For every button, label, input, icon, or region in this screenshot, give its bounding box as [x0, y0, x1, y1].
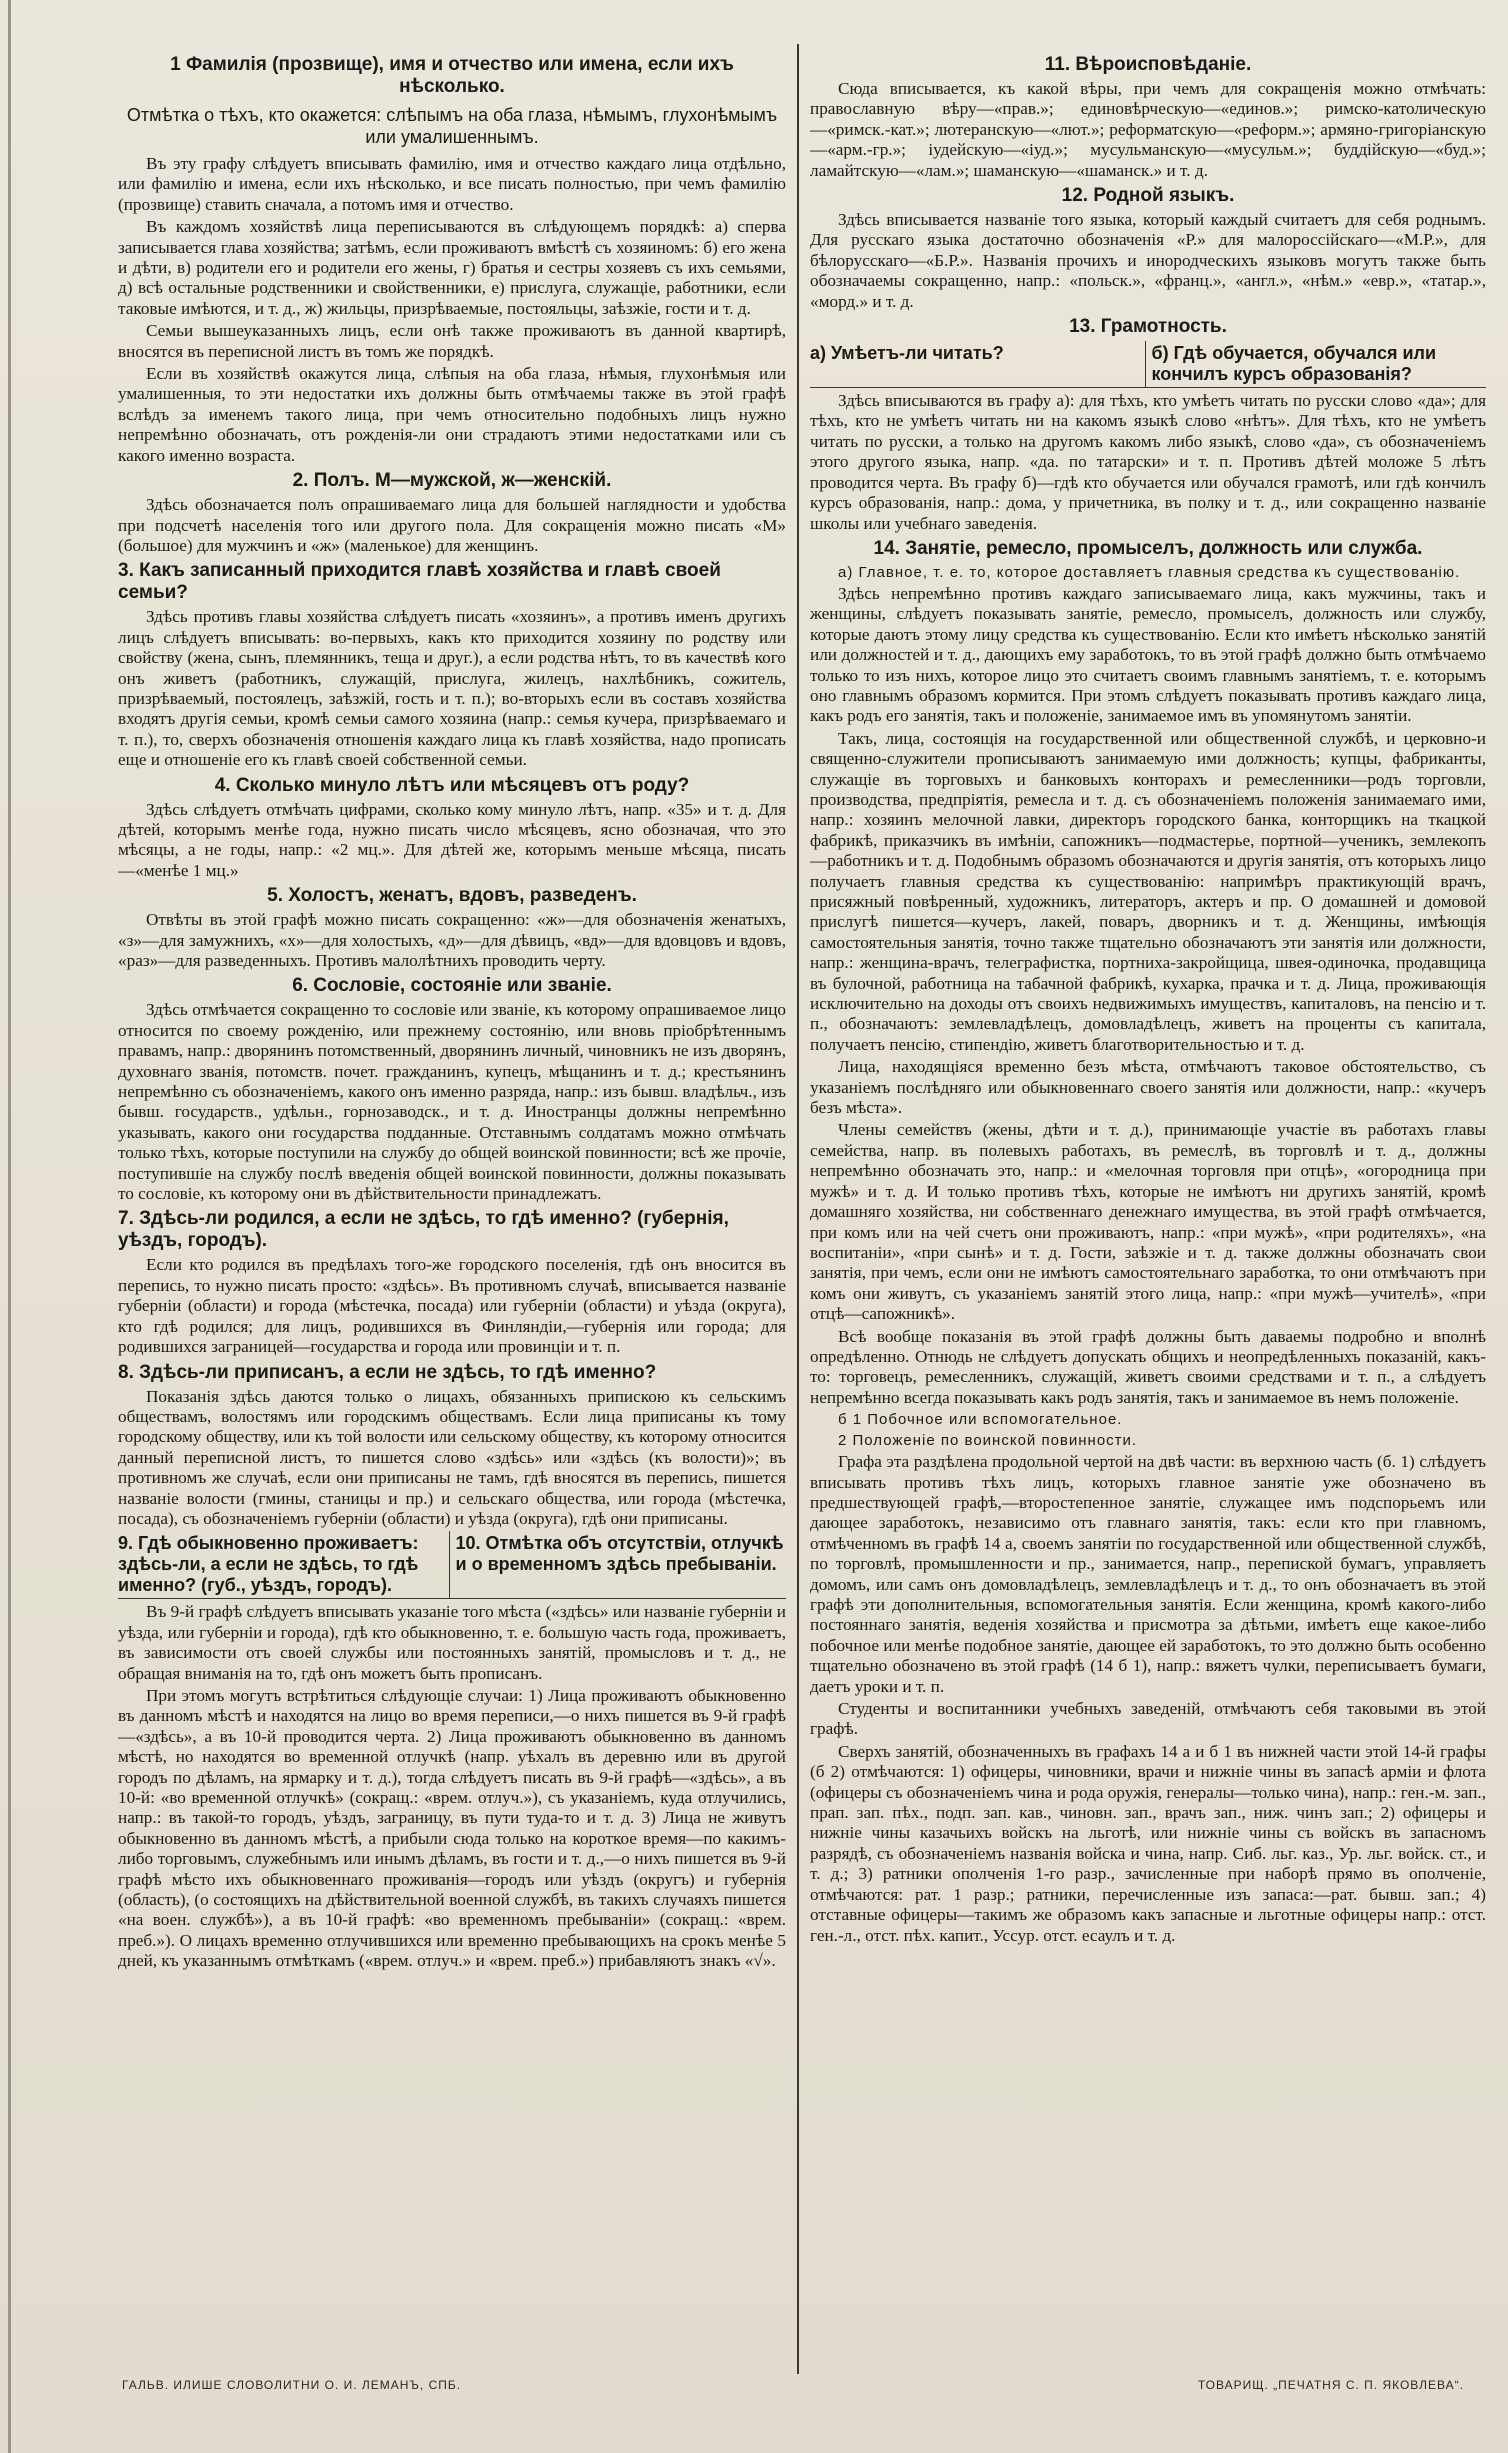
section-1-subtitle: Отмѣтка о тѣхъ, кто окажется: слѣпымъ на оба глаза, нѣмымъ, глухонѣмымъ или умалишеннымъ. [126, 105, 778, 147]
section-4-paragraph: Здѣсь слѣдуетъ отмѣчать цифрами, сколько кому минуло лѣтъ, напр. «35» и т. д. Для дѣтей, которымъ менѣе года, нужно писать число мѣсяцевъ, ясно обозначая, что это мѣсяцы, а не годы, напр.: «2 мц.». Для дѣтей же, которымъ меньше мѣсяца, писать—«менѣе 1 мц.» [118, 799, 786, 880]
section-1-paragraph: Если въ хозяйствѣ окажутся лица, слѣпыя на оба глаза, нѣмыя, глухонѣмыя или умалишенныя, то эти недостатки ихъ должны быть отмѣчаемы также въ этой графѣ вслѣдъ за именемъ такого лица, при чемъ относительно подобныхъ лицъ нужно непремѣнно обозначать, отъ рожденія-ли они страдаютъ этими недостатками или съ какого именно возраста. [118, 364, 786, 465]
section-7-title: 7. Здѣсь-ли родился, а если не здѣсь, то гдѣ именно? (губернія, уѣздъ, городъ). [118, 1208, 729, 1252]
section-7-paragraph: Если кто родился въ предѣлахъ того-же городского поселенія, гдѣ онъ вносится въ перепись, то нужно писать просто: «здѣсь». Въ противномъ случаѣ, вписывается названіе губерніи (области) и города (мѣстечка, посада) или губерніи (области) и уѣзда (округа), кто гдѣ родился; для лицъ, родившихся въ Финляндіи,—губернія или города; для родившихся заграницей—государства и города или провинціи и т. п. [118, 1255, 786, 1357]
section-3-paragraph: Здѣсь противъ главы хозяйства слѣдуетъ писать «хозяинъ», а противъ именъ другихъ лицъ слѣдуетъ вписывать: во-первыхъ, какъ кто приходится хозяину по родству или свойству (жена, сынъ, племянникъ, теща и друг.), а если родства нѣтъ, то въ качествѣ кого онъ живетъ (работникъ, служащій, прислуга, жилецъ, нахлѣбникъ, сожитель, призрѣваемый, постоялецъ, заѣзжій, гость и т. п.); во-вторыхъ если въ составъ хозяйства входятъ другія семьи, кромѣ семьи самого хозяина (напр.: семья кучера, призрѣваемаго и т. п.), то, сверхъ обозначенія отношенія каждаго лица къ главѣ хозяйства, надо прописать еще и отношеніе его къ главѣ своей собственной семьи. [118, 607, 786, 770]
right-column [810, 50, 1486, 2370]
section-6-paragraph: Здѣсь отмѣчается сокращенно то сословіе или званіе, къ которому опрашиваемое лицо относится по своему рожденію, или прежнему состоянію, или вновь пріобрѣтеннымъ правамъ, напр.: дворянинъ потомственный, дворянинъ личный, чиновникъ не изъ дворянъ, духовнаго званія, потомств. почет. гражданинъ, купецъ, мѣщанинъ и т. д.; крестьянинъ непремѣнно съ обозначеніемъ, какого онъ именно разряда, напр.: изъ бывш. владѣльч., изъ бывш. государств., удѣльн., горнозаводск., и т. д. Иностранцы должны непремѣнно указывать, какого они государства подданные. Отставнымъ солдатамъ можно отмѣчать только тѣхъ, которые поступили на службу до общей воинской повинности; всѣ же прочіе, поступившіе на службу послѣ введенія общей воинской повинности, должны показывать то сословіе, къ которому они въ дѣйствительности принадлежатъ. [118, 1000, 786, 1204]
section-2-title: 2. Полъ. М—мужской, ж—женскій. [292, 470, 612, 492]
section-10-title: 10. Отмѣтка объ отсутствіи, отлучкѣ и о временномъ здѣсь пребываніи. [455, 1533, 784, 1575]
section-8-paragraph: Показанія здѣсь даются только о лицахъ, обязанныхъ припискою къ сельскимъ обществамъ, волостямъ или городскимъ обществамъ. Если лица приписаны къ тому городскому обществу, или къ той волости или сельскому обществу, къ которому относится данный переписной листъ, то пишется слово «здѣсь» или «здѣсь (къ волости)»; въ противномъ же случаѣ, если они приписаны не тамъ, гдѣ вносятся въ перепись, пишется названіе волости (гмины, станицы и пр.) и сельскаго общества, или города (мѣстечка, посада), съ обозначеніемъ губерніи (области) и уѣзда (округа), гдѣ они приписаны. [118, 1386, 786, 1528]
section-14-paragraph: Студенты и воспитанники учебныхъ заведеній, отмѣчаютъ себя таковыми въ этой графѣ. [810, 1699, 1486, 1739]
page-edge [8, 0, 11, 2453]
left-column [118, 50, 786, 2370]
section-9-title: 9. Гдѣ обыкновенно проживаетъ: здѣсь-ли, а если не здѣсь, то гдѣ именно? (губ., уѣздъ, городъ). [118, 1533, 419, 1596]
section-14b1-title: б 1 Побочное или вспомогательное. [838, 1411, 1123, 1429]
section-1-title: 1 Фамилія (прозвище), имя и отчество или имена, если ихъ нѣсколько. [170, 54, 734, 97]
section-9-10-header [118, 1531, 786, 1599]
section-14-paragraph: Всѣ вообще показанія въ этой графѣ должны быть даваемы подробно и вполнѣ опредѣленно. Отнюдь не слѣдуетъ допускать общихъ и неопредѣленныхъ показаній, какъ-то: торговецъ, ремесленникъ, служащій, живетъ своими средствами и т. п., а слѣдуетъ непремѣнно всегда показывать какъ родъ занятія, такъ и занимаемое въ немъ положеніе. [810, 1326, 1486, 1407]
section-9-paragraph: При этомъ могутъ встрѣтиться слѣдующіе случаи: 1) Лица проживаютъ обыкновенно въ данномъ мѣстѣ и находятся на лицо во время переписи,—о нихъ пишется въ 9-й графѣ—«здѣсь», а въ 10-й проводится черта. 2) Лица проживаютъ обыкновенно въ данномъ мѣстѣ, но находятся во временной отлучкѣ (напр. уѣхалъ въ деревню или въ другой городъ по дѣламъ, на ярмарку и т. д.), тогда слѣдуетъ писать въ 9-й графѣ—«здѣсь», а въ 10-й: «во временной отлучкѣ» (сокращ.: «врем. отлуч.»), съ указаніемъ, куда отлучились, напр.: въ такой-то городъ, уѣздъ, заграницу, въ пути туда-то и т. д. 3) Лица не живутъ обыкновенно въ данномъ мѣстѣ, а прибыли сюда только на короткое время—по какимъ-либо торговымъ, служебнымъ или инымъ дѣламъ, въ гости и т. д.,—о нихъ пишется въ 9-й графѣ мѣсто ихъ обыкновеннаго проживанія—городъ или уѣздъ (округъ) и губернія (область), (о состоящихъ на дѣйствительной военной службѣ, въ такихъ случаяхъ пишется «на воен. службѣ»), а въ 10-й графѣ: «во временномъ пребываніи» (сокращ.: «врем. преб.»). О лицахъ временно отлучившихся или временно пребывающихъ на срокъ менѣе 5 дней, къ указаннымъ отмѣткамъ («врем. отлуч.» и «врем. преб.») прибавляютъ знакъ «√». [118, 1685, 786, 1971]
section-5-title: 5. Холостъ, женатъ, вдовъ, разведенъ. [267, 885, 637, 907]
section-8-title: 8. Здѣсь-ли приписанъ, а если не здѣсь, то гдѣ именно? [118, 1361, 657, 1383]
section-12-title: 12. Родной языкъ. [1061, 185, 1235, 207]
section-6-title: 6. Сословіе, состояніе или званіе. [292, 975, 612, 997]
section-14b2-title: 2 Положеніе по воинской повинности. [838, 1432, 1138, 1450]
printer-imprint-left: ГАЛЬВ. ИЛИШЕ СЛОВОЛИТНИ О. И. ЛЕМАНЪ, СПБ. [122, 2378, 462, 2392]
section-14a-title: а) Главное, т. е. то, которое доставляетъ главныя средства къ существованію. [838, 563, 1461, 581]
section-13b-title: б) Гдѣ обучается, обучался или кончилъ курсъ образованія? [1151, 343, 1437, 385]
section-14-paragraph: Лица, находящіяся временно безъ мѣста, отмѣчаютъ таковое обстоятельство, съ указаніемъ послѣдняго или обыкновеннаго своего занятія или должности, напр.: «кучеръ безъ мѣста». [810, 1057, 1486, 1118]
section-1-paragraph: Въ каждомъ хозяйствѣ лица переписываются въ слѣдующемъ порядкѣ: а) сперва записывается глава хозяйства; затѣмъ, если проживаютъ вмѣстѣ съ хозяиномъ: б) его жена и дѣти, в) родители его и родители его жены, г) братья и сестры хозяевъ съ ихъ семьями, д) всѣ остальные родственники и свойственники, е) прислуга, служащіе, работники, если таковые имѣются, и т. д., ж) жильцы, призрѣваемые, постояльцы, заѣзжіе, гости и т. д. [118, 217, 786, 318]
printer-imprint-right: ТОВАРИЩ. „ПЕЧАТНЯ С. П. ЯКОВЛЕВА“. [1197, 2378, 1464, 2392]
section-12-paragraph: Здѣсь вписывается названіе того языка, который каждый считаетъ для себя роднымъ. Для русскаго языка достаточно обозначенія «Р.» для малороссійскаго—«М.Р.», для бѣлорусскаго—«Б.Р.». Названія прочихъ и инородческихъ языковъ могутъ также быть обозначаемы сокращенно, напр.: «польск.», «франц.», «англ.», «нѣм.» «евр.», «татар.», «морд.» и т. д. [810, 210, 1486, 311]
section-14-paragraph: Члены семействъ (жены, дѣти и т. д.), принимающіе участіе въ работахъ главы семейства, напр. въ полевыхъ работахъ, въ ремеслѣ, въ торговлѣ и т. д., должны непремѣнно обозначать это, напр.: и «мелочная торговля при отцѣ», «огородница при мужѣ» и т. д. И только противъ тѣхъ, которые не имѣютъ ни другихъ занятій, кромѣ домашняго хозяйства, ни собственнаго денежнаго имущества, въ этой графѣ отмѣчается, при комъ или на чей счетъ они проживаютъ, напр.: «при мужѣ», «при родителяхъ», «на воспитаніи», «при сынѣ» и т. д. Гости, заѣзжіе и т. д. также должны обозначать свои занятія, при чемъ, если они не имѣютъ самостоятельнаго заработка, то они отмѣчаютъ при комъ они живутъ, съ указаніемъ занятій этого лица, напр.: «при мужѣ—учителѣ», «при отцѣ—сапожникѣ». [810, 1120, 1486, 1324]
section-14-title: 14. Занятіе, ремесло, промыселъ, должность или служба. [873, 537, 1423, 559]
section-5-paragraph: Отвѣты въ этой графѣ можно писать сокращенно: «ж»—для обозначенія женатыхъ, «з»—для замужнихъ, «х»—для холостыхъ, «д»—для дѣвицъ, «вд»—для вдовцовъ и вдовъ, «раз»—для разведенныхъ. Противъ малолѣтнихъ проводить черту. [118, 910, 786, 970]
section-13-title: 13. Грамотность. [1069, 316, 1227, 338]
section-13-header [810, 341, 1486, 388]
section-1-paragraph: Семьи вышеуказанныхъ лицъ, если онѣ также проживаютъ въ данной квартирѣ, вносятся въ переписной листъ въ томъ же порядкѣ. [118, 321, 786, 361]
section-14-paragraph: Такъ, лица, состоящія на государственной или общественной службѣ, и церковно-и священно-служители прописываютъ занимаемую ими должность; купцы, фабриканты, служащіе въ торговыхъ и банковыхъ конторахъ и ремесленники—родъ торговли, производства, предпріятія, ремесла и т. д. съ обозначеніемъ положенія занимаемаго ими, напр.: хозяинъ мелочной лавки, директоръ городского банка, конторщикъ на ткацкой фабрикѣ, приказчикъ въ имѣніи, сапожникъ—подмастерье, портной—ученикъ, землекопъ—работникъ и т. д. Подобнымъ образомъ обозначаются и другія занятія, отъ которыхъ лицо получаетъ главныя средства къ существованію: напримѣръ практикующій врачъ, присяжный повѣренный, художникъ, литераторъ, актеръ и пр. О домашней и домовой прислугѣ пишется—кучеръ, лакей, поваръ, дворникъ и т. д. Женщины, имѣющія самостоятельныя занятія, точно также тщательно обозначаютъ эти занятія или должности, напр.: женщина-врачъ, телеграфистка, портниха-закройщица, швея-одиночка, продавщица въ булочной, работница на табачной фабрикѣ, кухарка, прачка и т. д. Лица, проживающія исключительно на доходы отъ своихъ недвижимыхъ имуществъ, капиталовъ, на пенсію и т. п., обозначаютъ: землевладѣлецъ, домовладѣлецъ, живетъ на проценты съ капитала, получаетъ пенсію, стипендію, живетъ благотворительностью и т. д. [810, 728, 1486, 1054]
section-3-title: 3. Какъ записанный приходится главѣ хозяйства и главѣ своей семьи? [118, 560, 721, 604]
section-11-title: 11. Вѣроисповѣданіе. [1044, 54, 1252, 75]
section-9-paragraph: Въ 9-й графѣ слѣдуетъ вписывать указаніе того мѣста («здѣсь» или названіе губерніи и уѣзда, или губерніи и города), гдѣ кто обыкновенно, т. е. большую часть года, проживаетъ, въ зависимости отъ своей службы или постоянныхъ занятій, промысловъ и т. д., не обращая вниманія на то, гдѣ онъ можетъ быть прописанъ. [118, 1602, 786, 1683]
section-11-paragraph: Сюда вписывается, къ какой вѣры, при чемъ для сокращенія можно отмѣчать: православную вѣру—«прав.»; единовѣрческую—«единов.»; римско-католическую—«римск.-кат.»; лютеранскую—«лют.»; реформатскую—«реформ.»; армяно-григоріанскую—«арм.-гр.»; іудейскую—«іуд.»; мусульманскую—«мусульм.»; буддійскую—«буд.»; ламайтскую—«лам.»; шаманскую—«шаманск.» и т. д. [810, 79, 1486, 180]
section-4-title: 4. Сколько минуло лѣтъ или мѣсяцевъ отъ роду? [214, 774, 690, 796]
column-divider [797, 44, 799, 2374]
section-14-paragraph: Здѣсь непремѣнно противъ каждаго записываемаго лица, какъ мужчины, такъ и женщины, слѣдуетъ показывать занятіе, ремесло, промыселъ, должность или службу, которые даютъ этому лицу средства къ существованію. Если кто имѣетъ нѣсколько занятій или должностей и т. д., дающихъ ему заработокъ, то въ этой графѣ должно быть отмѣчаемо только то изъ нихъ, которое лицо это считаетъ своимъ главнымъ занятіемъ, т. е. которымъ оно главнымъ образомъ кормится. При этомъ слѣдуетъ показывать противъ каждаго лица, какъ родъ его занятія, такъ и положеніе, занимаемое имъ въ упомянутомъ занятіи. [810, 583, 1486, 726]
section-2-paragraph: Здѣсь обозначается полъ опрашиваемаго лица для большей наглядности и удобства при подсчетѣ населенія того или другого пола. Для сокращенія можно писать «М» (большое) для мужчинъ и «ж» (маленькое) для женщинъ. [118, 495, 786, 555]
section-13a-title: а) Умѣетъ-ли читать? [810, 343, 1004, 364]
section-1-paragraph: Въ эту графу слѣдуетъ вписывать фамилію, имя и отчество каждаго лица отдѣльно, или фамилію и имена, если ихъ нѣсколько, и все писать полностью, при чемъ фамилію (прозвище) ставить сначала, а потомъ имя и отчество. [118, 154, 786, 214]
section-14-paragraph: Графа эта раздѣлена продольной чертой на двѣ части: въ верхнюю часть (б. 1) слѣдуетъ вписывать противъ тѣхъ лицъ, которыхъ главное занятіе уже обозначено въ предшествующей графѣ,—второстепенное занятіе, служащее имъ подспорьемъ или дающее заработокъ, независимо отъ главнаго занятія, такъ: если кто при главномъ, отмѣченномъ въ графѣ 14 а, своемъ занятіи по государственной или общественной службѣ, по торговлѣ, промышленности и пр., занимается, напр., перепиской бумагъ, управляетъ домомъ, или самъ онъ домовладѣлецъ, землевладѣлецъ и т. д., то онъ обозначаетъ въ этой графѣ эти дополнительныя, вспомогательныя занятія. Если женщина, кромѣ какого-либо постояннаго занятія, веденія хозяйства и присмотра за дѣтьми, имѣетъ еще какое-либо побочное или менѣе подобное занятіе, дающее ей заработокъ, то это должно быть особенно тщательно обозначено въ этой графѣ (14 б 1), напр.: вяжетъ чулки, переписываетъ бумаги, даетъ уроки и т. п. [810, 1452, 1486, 1696]
section-14-paragraph: Сверхъ занятій, обозначенныхъ въ графахъ 14 а и б 1 въ нижней части этой 14-й графы (б 2) отмѣчаются: 1) офицеры, чиновники, врачи и нижніе чины въ запасѣ арміи и флота (офицеры съ обозначеніемъ чина и рода оружія, генералы—только чина), напр.: ген.-м. зап., прап. зап. пѣх., подп. зап. кав., чиновн. зап., врачъ зап., ниж. чинъ зап.; 2) офицеры и нижніе чины казачьихъ войскъ на льготѣ, или нижніе чины съ войскъ въ запасномъ разрядѣ, съ обозначеніемъ названія войска и чина, напр. Сиб. льг. каз., Ур. льг. войск. ст., и т. д.; 3) ратники ополченія 1-го разр., зачисленные при наборѣ прямо въ ополченіе, отмѣчаются: рат. 1 разр.; ратники, перечисленные изъ запаса:—рат. бывш. зап.; 4) отставные офицеры—такимъ же образомъ какъ запасные и льготные офицеры напр.: отст. ген.-л., отст. пѣх. капит., Уссур. отст. есаулъ и т. д. [810, 1741, 1486, 1945]
section-13-paragraph: Здѣсь вписываются въ графу а): для тѣхъ, кто умѣетъ читать по русски слово «да»; для тѣхъ, кто не умѣетъ читать ни на какомъ языкѣ слово «нѣтъ». Для тѣхъ, кто не умѣетъ читать по русски, а только на другомъ какомъ либо языкѣ, слово «да», съ обозначеніемъ этого другого языка, напр. «да. по татарски» и т. п. Противъ дѣтей моложе 5 лѣтъ проводится черта. Въ графу б)—гдѣ кто обучается или обучался грамотѣ, или гдѣ кончилъ курсъ образованія, напр.: дома, у причетника, въ полку и т. д., или сокращенно названіе школы или учебнаго заведенія. [810, 391, 1486, 533]
